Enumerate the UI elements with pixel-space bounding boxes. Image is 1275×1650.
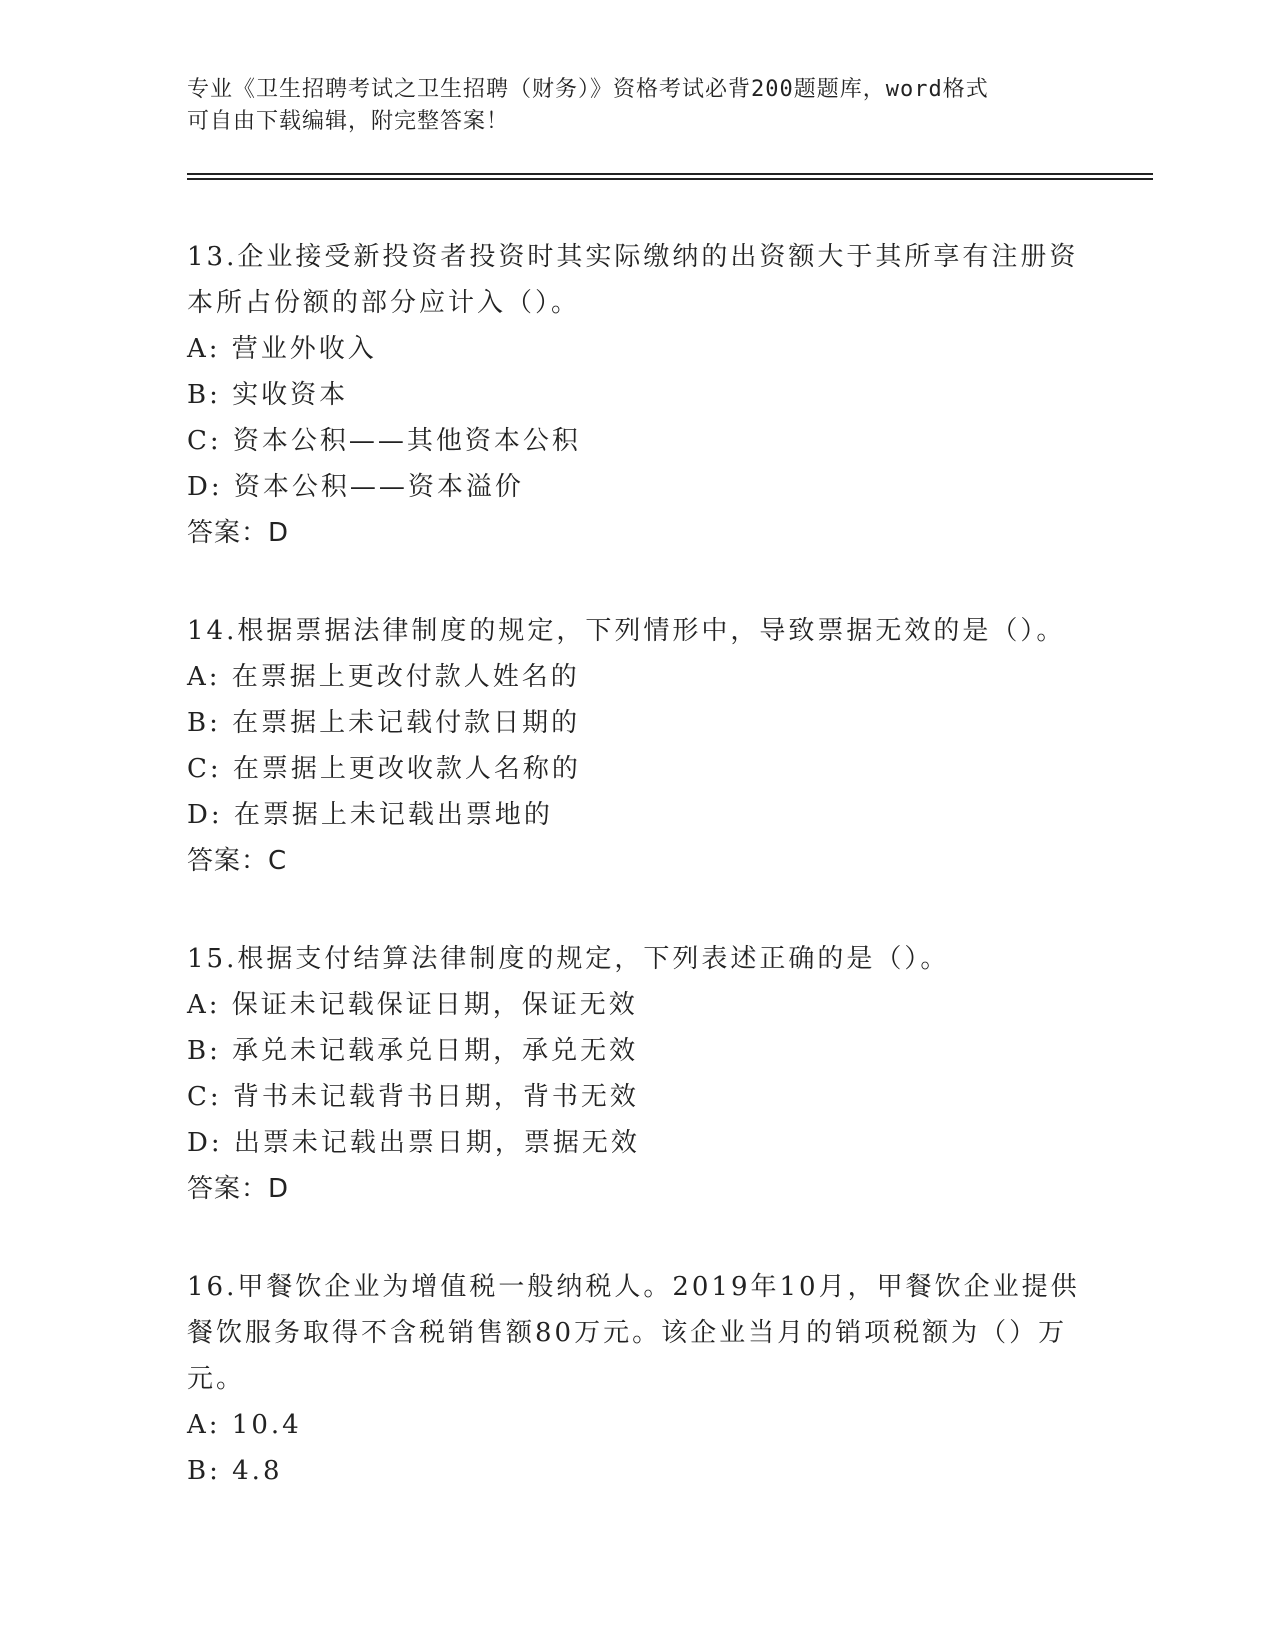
option-b: B: 在票据上未记载付款日期的 (187, 708, 581, 738)
stem-line: 餐饮服务取得不含税销售额80万元。该企业当月的销项税额为（）万 (187, 1318, 1068, 1348)
question-15 (187, 936, 1087, 1212)
header-divider-top (187, 173, 1153, 175)
option-c: C: 背书未记载背书日期，背书无效 (187, 1082, 639, 1112)
option-a: A: 10.4 (187, 1410, 302, 1440)
answer-line: 答案：C (187, 846, 288, 876)
stem-line: 本所占份额的部分应计入（）。 (187, 288, 581, 318)
question-stem (187, 234, 1087, 326)
question-stem (187, 608, 1087, 654)
option-a: A: 在票据上更改付款人姓名的 (187, 662, 580, 692)
stem-line: 13.企业接受新投资者投资时其实际缴纳的出资额大于其所享有注册资 (187, 242, 1079, 272)
question-14 (187, 608, 1087, 884)
answer-line: 答案：D (187, 518, 290, 548)
option-c: C: 资本公积——其他资本公积 (187, 426, 581, 456)
question-list (187, 234, 1087, 1546)
option-d: D: 出票未记载出票日期，票据无效 (187, 1128, 640, 1158)
option-b: B: 实收资本 (187, 380, 349, 410)
stem-line: 元。 (187, 1364, 246, 1394)
header-line-2: 可自由下载编辑，附完整答案！ (187, 109, 510, 134)
option-d: D: 资本公积——资本溢价 (187, 472, 524, 502)
document-header (187, 74, 1067, 138)
option-d: D: 在票据上未记载出票地的 (187, 800, 553, 830)
question-stem (187, 1264, 1087, 1402)
question-13 (187, 234, 1087, 556)
header-line-1: 专业《卫生招聘考试之卫生招聘（财务）》资格考试必背200题题库，word格式 (187, 77, 989, 102)
option-a: A: 保证未记载保证日期，保证无效 (187, 990, 638, 1020)
question-16 (187, 1264, 1087, 1494)
option-a: A: 营业外收入 (187, 334, 377, 364)
stem-line: 15.根据支付结算法律制度的规定，下列表述正确的是（）。 (187, 944, 950, 974)
option-b: B: 4.8 (187, 1456, 283, 1486)
header-divider-bottom (187, 178, 1153, 180)
stem-line: 14.根据票据法律制度的规定，下列情形中，导致票据无效的是（）。 (187, 616, 1066, 646)
option-b: B: 承兑未记载承兑日期，承兑无效 (187, 1036, 639, 1066)
question-stem (187, 936, 1087, 982)
option-c: C: 在票据上更改收款人名称的 (187, 754, 581, 784)
answer-line: 答案：D (187, 1174, 290, 1204)
stem-line: 16.甲餐饮企业为增值税一般纳税人。2019年10月，甲餐饮企业提供 (187, 1272, 1080, 1302)
